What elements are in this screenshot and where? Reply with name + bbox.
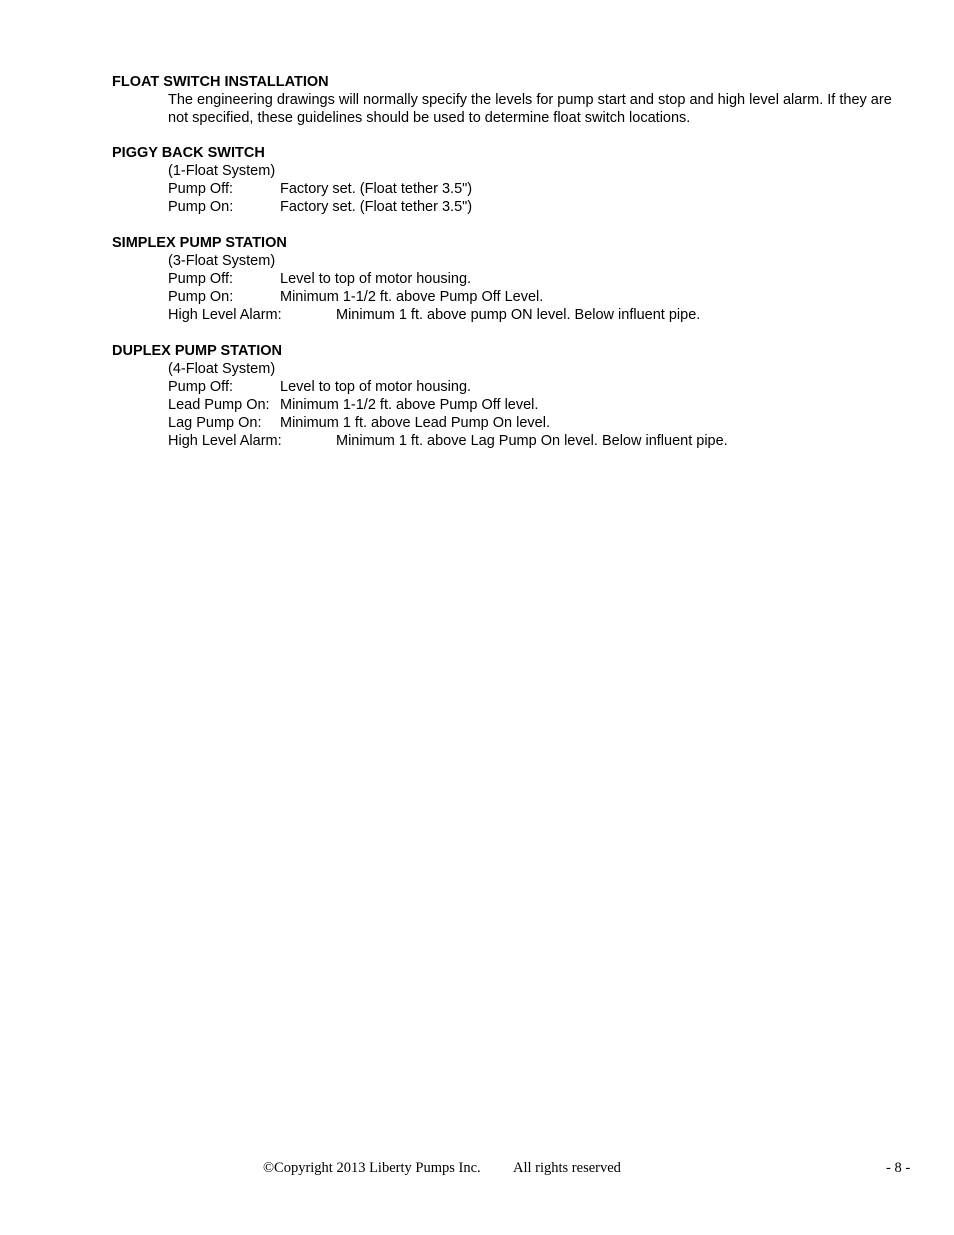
spec-row (168, 180, 912, 198)
spec-value: Minimum 1 ft. above Lag Pump On level. Below influent pipe. (336, 433, 728, 449)
spec-label: Pump Off: (168, 271, 234, 287)
system-label: (3-Float System) (168, 253, 276, 269)
system-label: (1-Float System) (168, 163, 276, 179)
spec-row (168, 198, 912, 216)
spec-row (168, 378, 912, 396)
footer-copyright: ©Copyright 2013 Liberty Pumps Inc. (263, 1160, 481, 1176)
float-switch-section (112, 73, 912, 127)
spec-label: Pump Off: (168, 181, 234, 197)
spec-row (168, 414, 912, 432)
spec-value: Level to top of motor housing. (280, 379, 472, 395)
spec-value: Minimum 1-1/2 ft. above Pump Off level. (280, 397, 539, 413)
spec-label: Pump Off: (168, 379, 234, 395)
spec-label: Lead Pump On: (168, 397, 270, 413)
footer-rights: All rights reserved (513, 1160, 621, 1176)
section-heading: PIGGY BACK SWITCH (112, 145, 265, 161)
spec-label: High Level Alarm: (168, 307, 282, 323)
page-number: - 8 - (886, 1160, 911, 1176)
section-heading: DUPLEX PUMP STATION (112, 343, 282, 359)
spec-value: Factory set. (Float tether 3.5") (280, 199, 473, 215)
spec-row (168, 288, 912, 306)
section-heading: SIMPLEX PUMP STATION (112, 235, 287, 251)
piggy-back-section (112, 144, 912, 216)
spec-value: Minimum 1-1/2 ft. above Pump Off Level. (280, 289, 544, 305)
section-paragraph: The engineering drawings will normally specify the levels for pump start and stop and high level alarm. If they are not specified, these guidelines should be used to determine float switch locations. (168, 92, 892, 126)
spec-value: Factory set. (Float tether 3.5") (280, 181, 473, 197)
spec-row (168, 270, 912, 288)
simplex-section (112, 234, 912, 324)
section-heading: FLOAT SWITCH INSTALLATION (112, 74, 329, 90)
spec-value: Level to top of motor housing. (280, 271, 472, 287)
spec-value: Minimum 1 ft. above Lead Pump On level. (280, 415, 550, 431)
spec-row (168, 396, 912, 414)
spec-row (168, 306, 912, 324)
spec-row (168, 432, 912, 450)
spec-label: Pump On: (168, 289, 234, 305)
duplex-section (112, 342, 912, 450)
spec-label: Pump On: (168, 199, 234, 215)
spec-label: Lag Pump On: (168, 415, 262, 431)
system-label: (4-Float System) (168, 361, 276, 377)
spec-value: Minimum 1 ft. above pump ON level. Below influent pipe. (336, 307, 701, 323)
spec-label: High Level Alarm: (168, 433, 282, 449)
